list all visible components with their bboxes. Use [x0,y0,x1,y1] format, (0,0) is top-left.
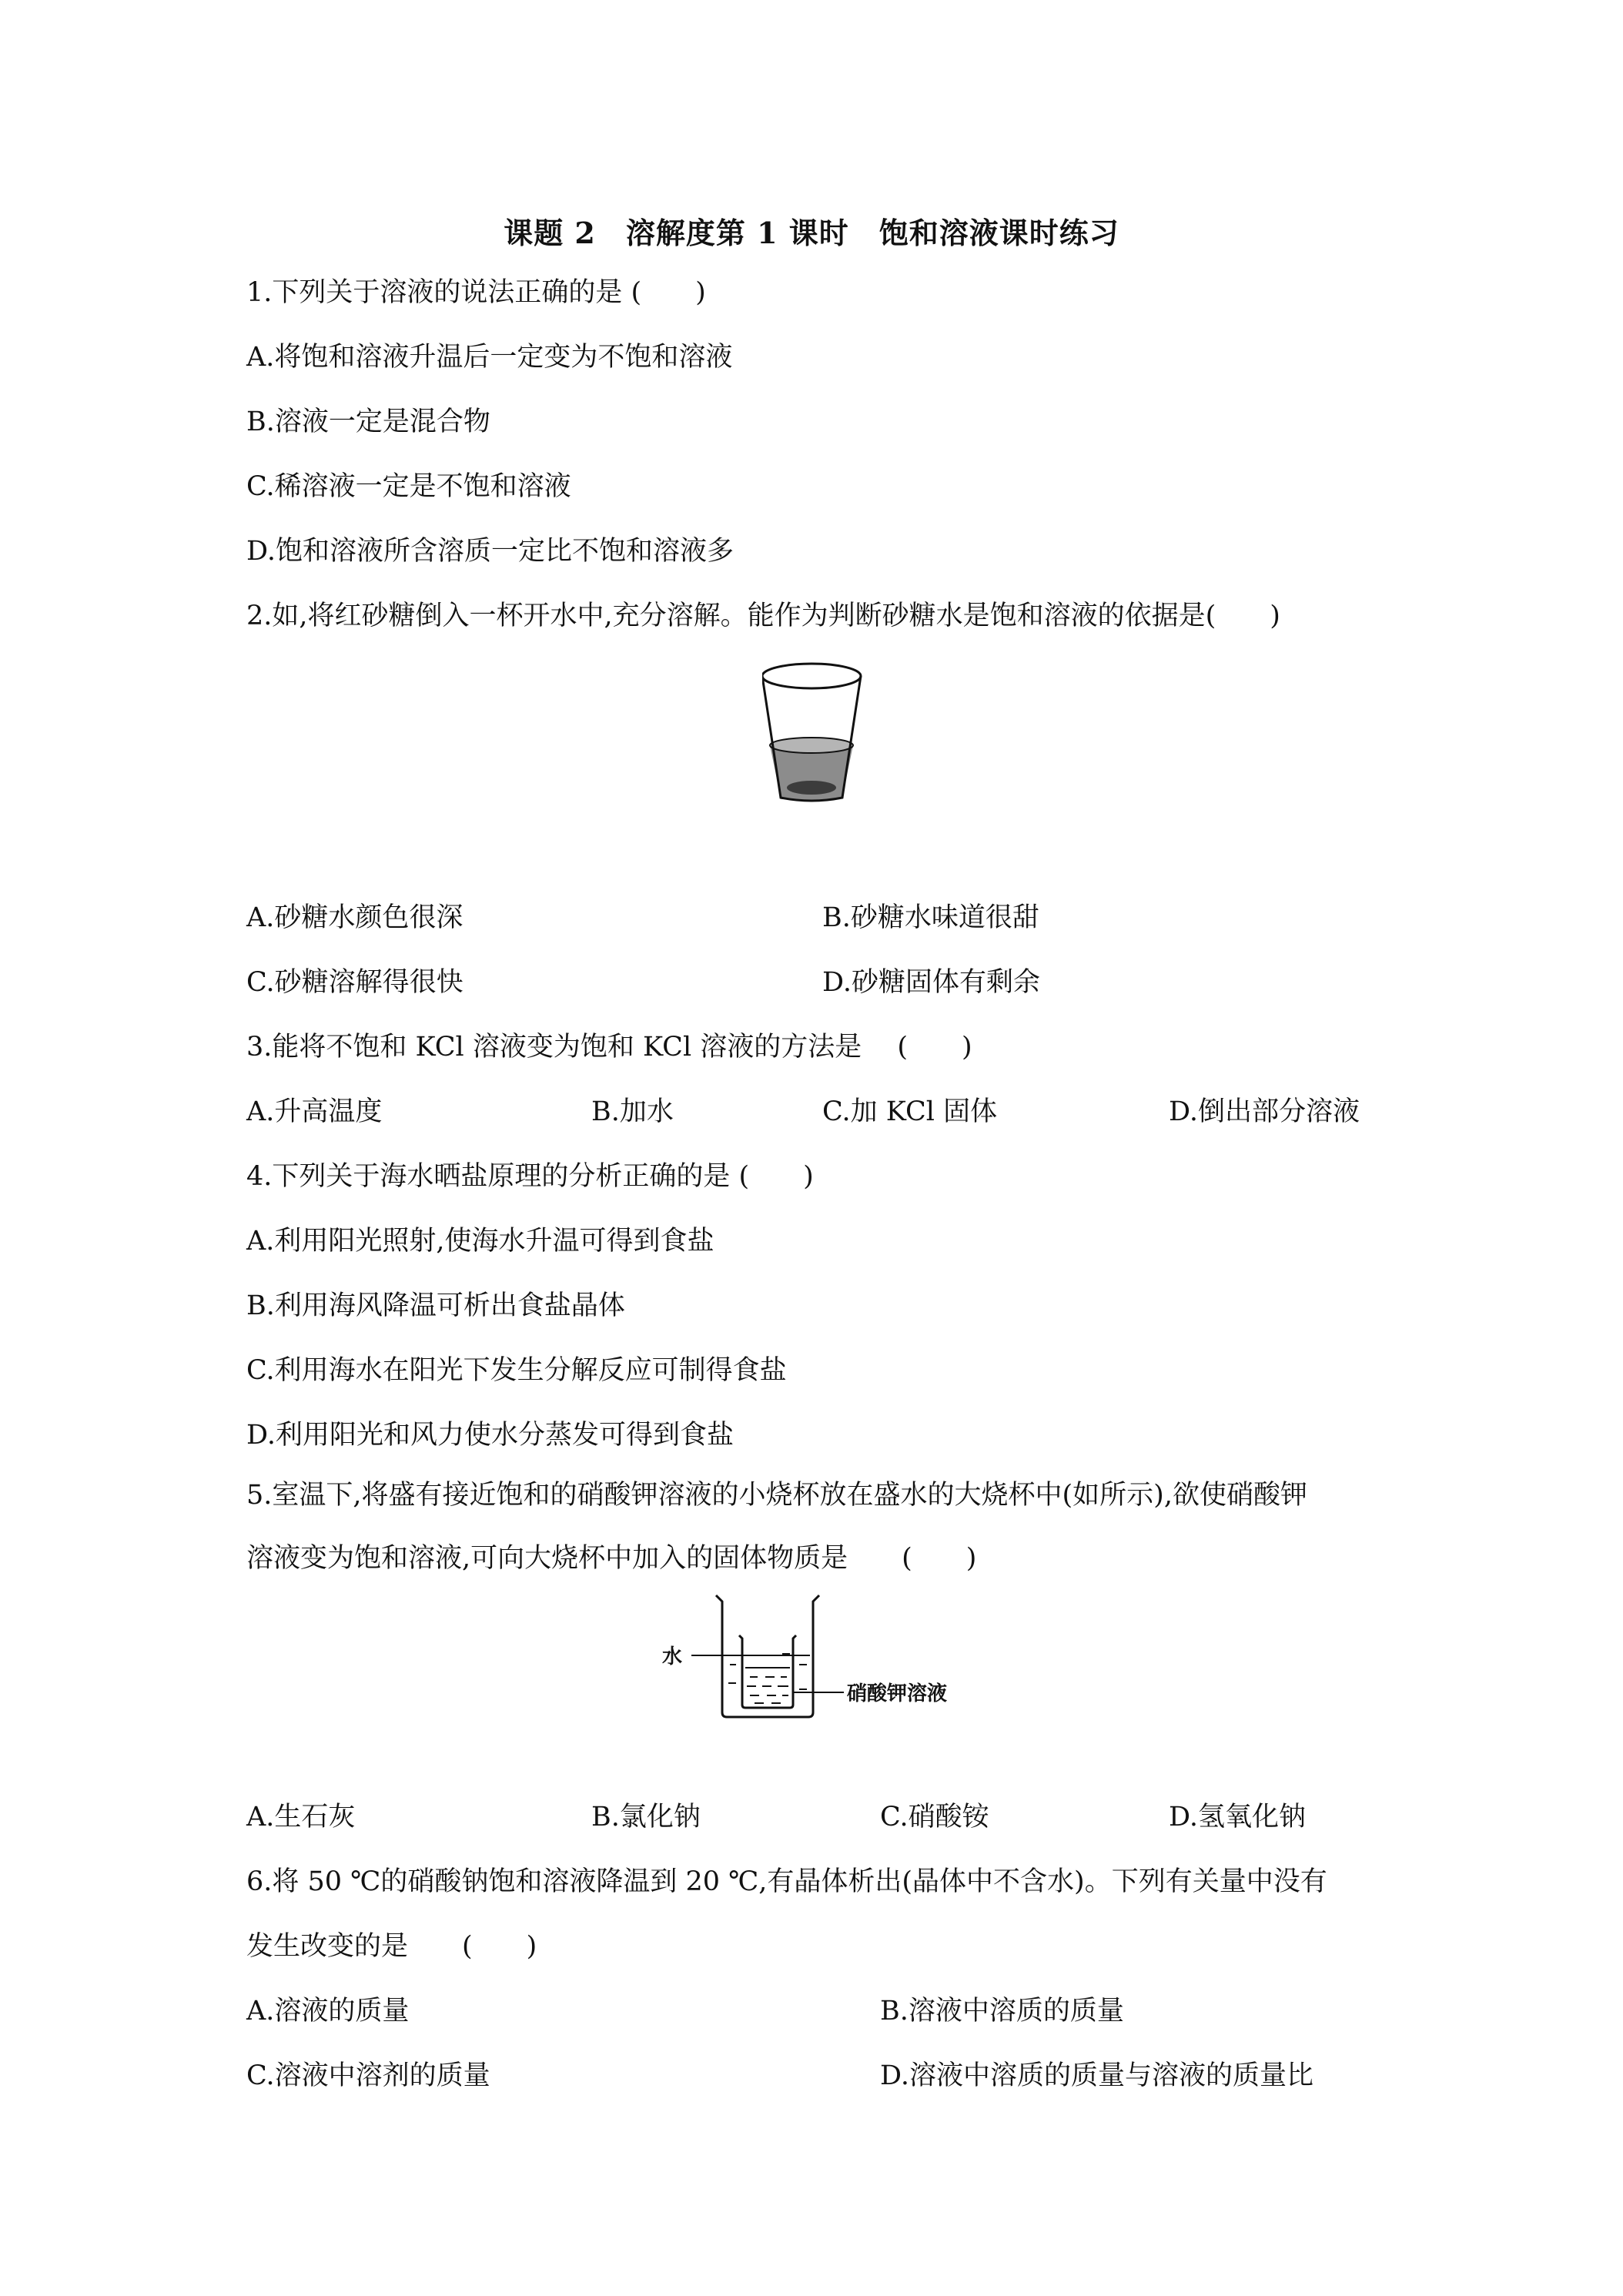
question-5-stem-line-2: 溶液变为饱和溶液,可向大烧杯中加入的固体物质是 ( ) [246,1543,977,1574]
question-6-option-d: D.溶液中溶质的质量与溶液的质量比 [880,2060,1313,2091]
question-5-option-d: D.氢氧化钠 [1169,1802,1306,1832]
page-title: 课题 2 溶解度第 1 课时 饱和溶液课时练习 [504,216,1119,250]
question-5-option-a: A.生石灰 [246,1802,356,1832]
question-3-option-c: C.加 KCl 固体 [822,1096,998,1127]
water-label: 水 [662,1645,683,1668]
question-3-option-d: D.倒出部分溶液 [1169,1096,1360,1127]
question-6-option-a: A.溶液的质量 [246,1996,410,2027]
question-4-option-c: C.利用海水在阳光下发生分解反应可制得食盐 [246,1355,787,1386]
question-4-stem: 4.下列关于海水晒盐原理的分析正确的是 ( ) [246,1161,814,1192]
question-6-option-b: B.溶液中溶质的质量 [880,1996,1124,2027]
question-4-option-d: D.利用阳光和风力使水分蒸发可得到食盐 [246,1420,734,1451]
question-5-option-c: C.硝酸铵 [880,1802,989,1832]
question-6-option-c: C.溶液中溶剂的质量 [246,2060,490,2091]
question-3-option-b: B.加水 [591,1096,674,1127]
question-4-option-a: A.利用阳光照射,使海水升温可得到食盐 [246,1226,714,1257]
question-5-option-b: B.氯化钠 [591,1802,701,1832]
question-6-stem-line-2: 发生改变的是 ( ) [246,1931,537,1962]
question-4-option-b: B.利用海风降温可析出食盐晶体 [246,1290,625,1321]
question-2-option-d: D.砂糖固体有剩余 [822,967,1040,998]
question-6-stem-line-1: 6.将 50 ℃的硝酸钠饱和溶液降温到 20 ℃,有晶体析出(晶体中不含水)。下列有关量中没有 [246,1866,1327,1897]
question-1-option-a: A.将饱和溶液升温后一定变为不饱和溶液 [246,342,733,373]
question-1-option-c: C.稀溶液一定是不饱和溶液 [246,471,571,502]
question-2-option-b: B.砂糖水味道很甜 [822,902,1039,933]
sugar-water-glass-figure [762,661,870,807]
question-2-option-a: A.砂糖水颜色很深 [246,902,463,933]
potassium-nitrate-solution-label: 硝酸钾溶液 [847,1682,948,1705]
beaker-figure [662,1591,970,1722]
question-2-stem: 2.如,将红砂糖倒入一杯开水中,充分溶解。能作为判断砂糖水是饱和溶液的依据是( ) [246,601,1280,631]
question-1-stem: 1.下列关于溶液的说法正确的是 ( ) [246,277,706,308]
question-1-option-b: B.溶液一定是混合物 [246,407,490,437]
question-1-option-d: D.饱和溶液所含溶质一定比不饱和溶液多 [246,536,734,567]
question-5-stem-line-1: 5.室温下,将盛有接近饱和的硝酸钾溶液的小烧杯放在盛水的大烧杯中(如所示),欲使硝酸钾 [246,1480,1307,1511]
question-3-stem: 3.能将不饱和 KCl 溶液变为饱和 KCl 溶液的方法是 ( ) [246,1032,972,1063]
question-2-option-c: C.砂糖溶解得很快 [246,967,463,998]
question-3-option-a: A.升高温度 [246,1096,383,1127]
